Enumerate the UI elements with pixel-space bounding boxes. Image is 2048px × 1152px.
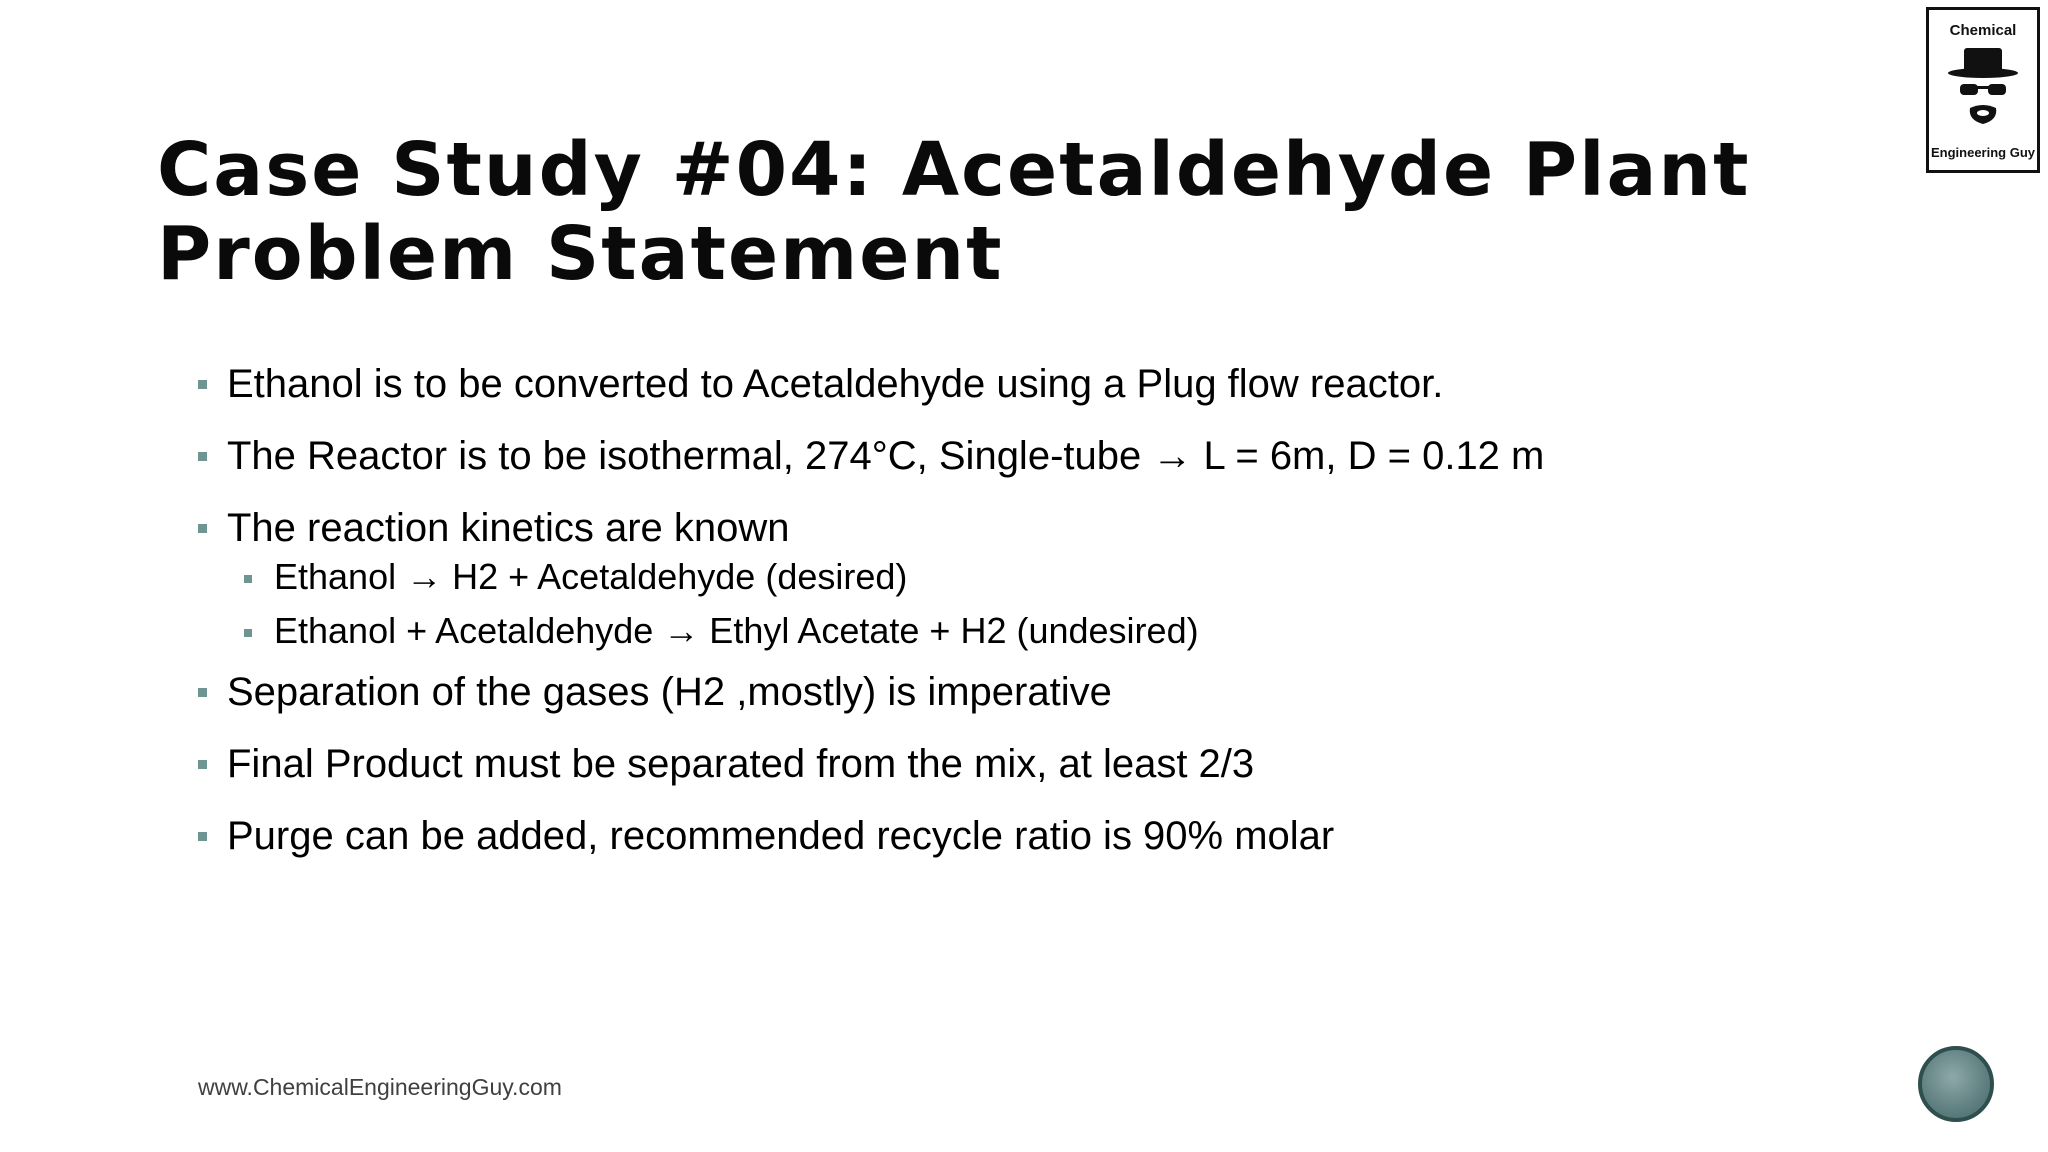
logo-top-text: Chemical [1949,22,2017,39]
slide-title [157,128,1857,296]
sub-bullet-item: Ethanol + Acetaldehyde → Ethyl Acetate + H2 (undesired) [243,610,1796,652]
bullet-item: Purge can be added, recommended recycle ratio is 90% molar [196,812,1796,860]
sub-bullet-list [243,556,1796,652]
hat-face-icon [1946,46,2020,146]
sub-bullet-item: Ethanol → H2 + Acetaldehyde (desired) [243,556,1796,598]
bullet-item: Separation of the gases (H2 ,mostly) is imperative [196,668,1796,716]
logo-bottom-text: Engineering Guy [1930,145,2035,160]
bullet-item: The Reactor is to be isothermal, 274°C, Single-tube → L = 6m, D = 0.12 m [196,432,1796,480]
circle-nav-icon[interactable] [1918,1046,1994,1122]
bullet-item: Final Product must be separated from the mix, at least 2/3 [196,740,1796,788]
bullet-item-kinetics [196,504,1796,652]
title-line-2: Problem Statement [157,211,1004,297]
bullet-item: Ethanol is to be converted to Acetaldehyde using a Plug flow reactor. [196,360,1796,408]
logo [1926,7,2040,173]
title-line-1: Case Study #04: Acetaldehyde Plant [157,127,1751,213]
bullet-list [196,360,1796,884]
bullet-text: The reaction kinetics are known [227,506,790,550]
footer-url: www.ChemicalEngineeringGuy.com [198,1074,562,1100]
